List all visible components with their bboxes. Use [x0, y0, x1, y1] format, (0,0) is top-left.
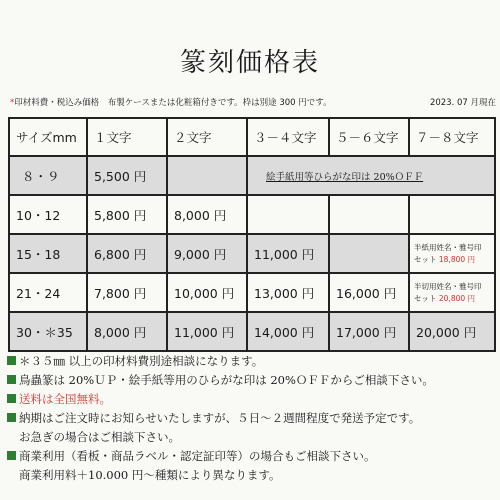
bullet-square-icon [7, 375, 16, 384]
cell-price [329, 234, 409, 273]
set-price-line [414, 254, 490, 266]
cell-price [409, 195, 495, 234]
cell-price [329, 195, 409, 234]
cell-price: 11,000 円 [247, 234, 329, 273]
cell-price: 17,000 円 [329, 312, 409, 351]
price-table [8, 117, 496, 352]
set-label: 半切用姓名・雅号印 [414, 281, 482, 291]
header-3-4char: ３－４文字 [247, 118, 329, 156]
cell-price: 6,800 円 [87, 234, 167, 273]
cell-price: 13,000 円 [247, 273, 329, 312]
cell-price [247, 195, 329, 234]
table-row [9, 156, 495, 195]
cell-size: 21・24 [9, 273, 87, 312]
bullet-square-icon [7, 451, 16, 460]
set-label: 半紙用姓名・雅号印 [414, 242, 482, 252]
table-row [9, 312, 495, 351]
bullet-square-icon [7, 413, 16, 422]
cell-size: 15・18 [9, 234, 87, 273]
cell-price: 7,800 円 [87, 273, 167, 312]
cell-price: 9,000 円 [167, 234, 247, 273]
notes-list [7, 352, 497, 485]
table-row [9, 195, 495, 234]
bullet-square-icon [7, 356, 16, 365]
cell-price: 14,000 円 [247, 312, 329, 351]
set-price-line [414, 293, 490, 305]
note-text: 印材料費・税込み価格 布製ケースまたは化粧箱付きです。枠は別途 300 円です。 [14, 98, 332, 108]
set-price: 20,800 円 [438, 293, 476, 303]
header-7-8char: ７－８文字 [409, 118, 495, 156]
note-item: 送料は全国無料。 [7, 390, 497, 409]
cell-price [167, 156, 247, 195]
cell-size: 30・＊35 [9, 312, 87, 351]
bullet-square-icon [7, 394, 16, 403]
cell-price: 11,000 円 [167, 312, 247, 351]
set-price-label: セット [414, 293, 437, 303]
cell-price: 8,000 円 [87, 312, 167, 351]
note-item: ＊３５㎜ 以上の印材料費別途相談になります。 [7, 352, 497, 371]
note-item: 納期はご注文時にお知らせいたしますが、５日～２週間程度で発送予定です。 [7, 409, 497, 428]
table-row [9, 273, 495, 312]
cell-price: 16,000 円 [329, 273, 409, 312]
note-item-continued: 商業利用料＋10.000 円～種類により異なります。 [19, 468, 281, 482]
cell-price: 5,800 円 [87, 195, 167, 234]
set-cell-21 [409, 273, 495, 312]
header-5-6char: ５－６文字 [329, 118, 409, 156]
note-asterisk: * [10, 98, 15, 108]
set-price-label: セット [414, 254, 437, 264]
price-note [10, 96, 496, 110]
note-item: 商業利用（看板・商品ラベル・認定証印等）の場合もご相談下さい。 [7, 447, 497, 466]
page-title: 篆刻価格表 [179, 48, 320, 78]
promo-cell [247, 156, 495, 195]
cell-size: 10・12 [9, 195, 87, 234]
note-item: 鳥蟲篆は 20%ＵＰ・絵手紙等用のひらがな印は 20%ＯＦＦからご相談下さい。 [7, 371, 497, 390]
header-1char: １文字 [87, 118, 167, 156]
table-header-row [9, 118, 495, 156]
table-row [9, 234, 495, 273]
cell-price: 5,500 円 [87, 156, 167, 195]
cell-price: 10,000 円 [167, 273, 247, 312]
cell-price: 8,000 円 [167, 195, 247, 234]
set-cell-15 [409, 234, 495, 273]
note-item-continued: お急ぎの場合はご相談下さい。 [19, 430, 180, 444]
header-size: サイズmm [9, 118, 87, 156]
cell-size: ８・９ [9, 156, 87, 195]
promo-text: 絵手紙用等ひらがな印は 20%ＯＦＦ [266, 172, 424, 183]
header-2char: ２文字 [167, 118, 247, 156]
set-price: 18,800 円 [438, 254, 476, 264]
note-text-wrap [10, 96, 332, 108]
date-label: 2023. 07 月現在 [429, 98, 496, 108]
cell-price: 20,000 円 [409, 312, 495, 351]
